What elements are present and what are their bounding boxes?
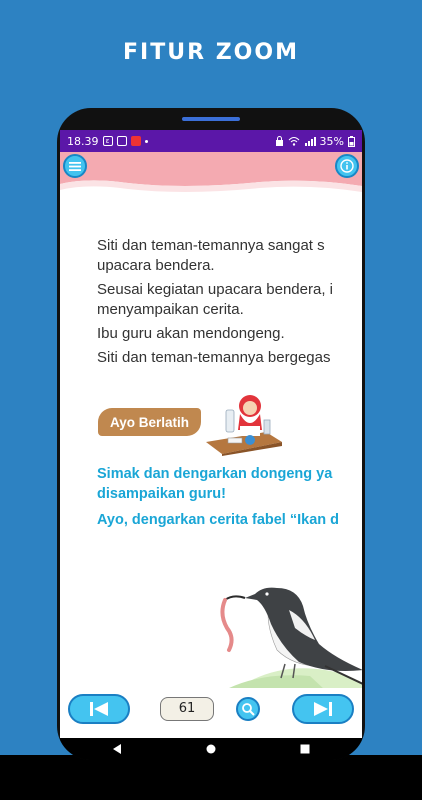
page-header <box>60 152 362 194</box>
info-button[interactable] <box>335 154 359 178</box>
status-bar <box>60 130 362 152</box>
phone-speaker <box>182 117 240 121</box>
status-left <box>67 135 148 148</box>
bottom-control-bar <box>60 688 362 738</box>
instruction-line: Simak dan dengarkan dongeng ya <box>97 466 333 482</box>
paragraph-line: Siti dan teman-temannya sangat s <box>97 237 325 254</box>
back-triangle-icon <box>112 744 122 754</box>
header-wave <box>60 152 362 194</box>
lock-icon <box>275 136 284 146</box>
paragraph-line: upacara bendera. <box>97 257 215 274</box>
more-dot-icon <box>145 140 148 143</box>
back-button[interactable] <box>102 739 132 759</box>
instruction-line: disampaikan guru! <box>97 486 226 502</box>
status-time: 18.39 <box>67 134 99 148</box>
page-number-field[interactable]: 61 <box>160 697 214 721</box>
system-navigation-bar <box>60 738 362 760</box>
search-button[interactable] <box>236 697 260 721</box>
book-page-content[interactable] <box>60 194 362 688</box>
instruction-line: Ayo, dengarkan cerita fabel “Ikan d <box>97 512 340 528</box>
info-icon <box>340 159 354 173</box>
bottom-black-band <box>0 755 422 800</box>
hamburger-menu-icon <box>69 161 81 172</box>
promo-title: FITUR ZOOM <box>123 40 299 65</box>
recents-button[interactable] <box>290 739 320 759</box>
skip-next-icon <box>312 701 334 717</box>
status-right <box>275 135 355 148</box>
skip-previous-icon <box>88 701 110 717</box>
app-screen <box>60 130 362 738</box>
home-circle-icon <box>206 744 216 754</box>
signal-icon <box>304 136 316 146</box>
ayo-berlatih-label: Ayo Berlatih <box>98 408 201 436</box>
search-icon <box>241 702 255 716</box>
notification-icon: ε <box>103 136 113 146</box>
home-button[interactable] <box>196 739 226 759</box>
paragraph-line: Ibu guru akan mendongeng. <box>97 325 285 342</box>
wifi-icon <box>288 136 300 146</box>
menu-button[interactable] <box>63 154 87 178</box>
next-page-button[interactable] <box>292 694 354 724</box>
youtube-icon <box>131 136 141 146</box>
magpie-bird-illustration <box>215 566 362 688</box>
paragraph-line: Siti dan teman-temannya bergegas <box>97 349 331 366</box>
paragraph-line: Seusai kegiatan upacara bendera, i <box>97 281 334 298</box>
battery-percent: 35% <box>319 134 344 148</box>
recents-square-icon <box>300 744 310 754</box>
phone-frame <box>57 108 365 760</box>
gallery-icon <box>117 136 127 146</box>
previous-page-button[interactable] <box>68 694 130 724</box>
girl-studying-illustration <box>204 390 284 456</box>
paragraph-line: menyampaikan cerita. <box>97 301 244 318</box>
battery-icon <box>348 136 355 147</box>
